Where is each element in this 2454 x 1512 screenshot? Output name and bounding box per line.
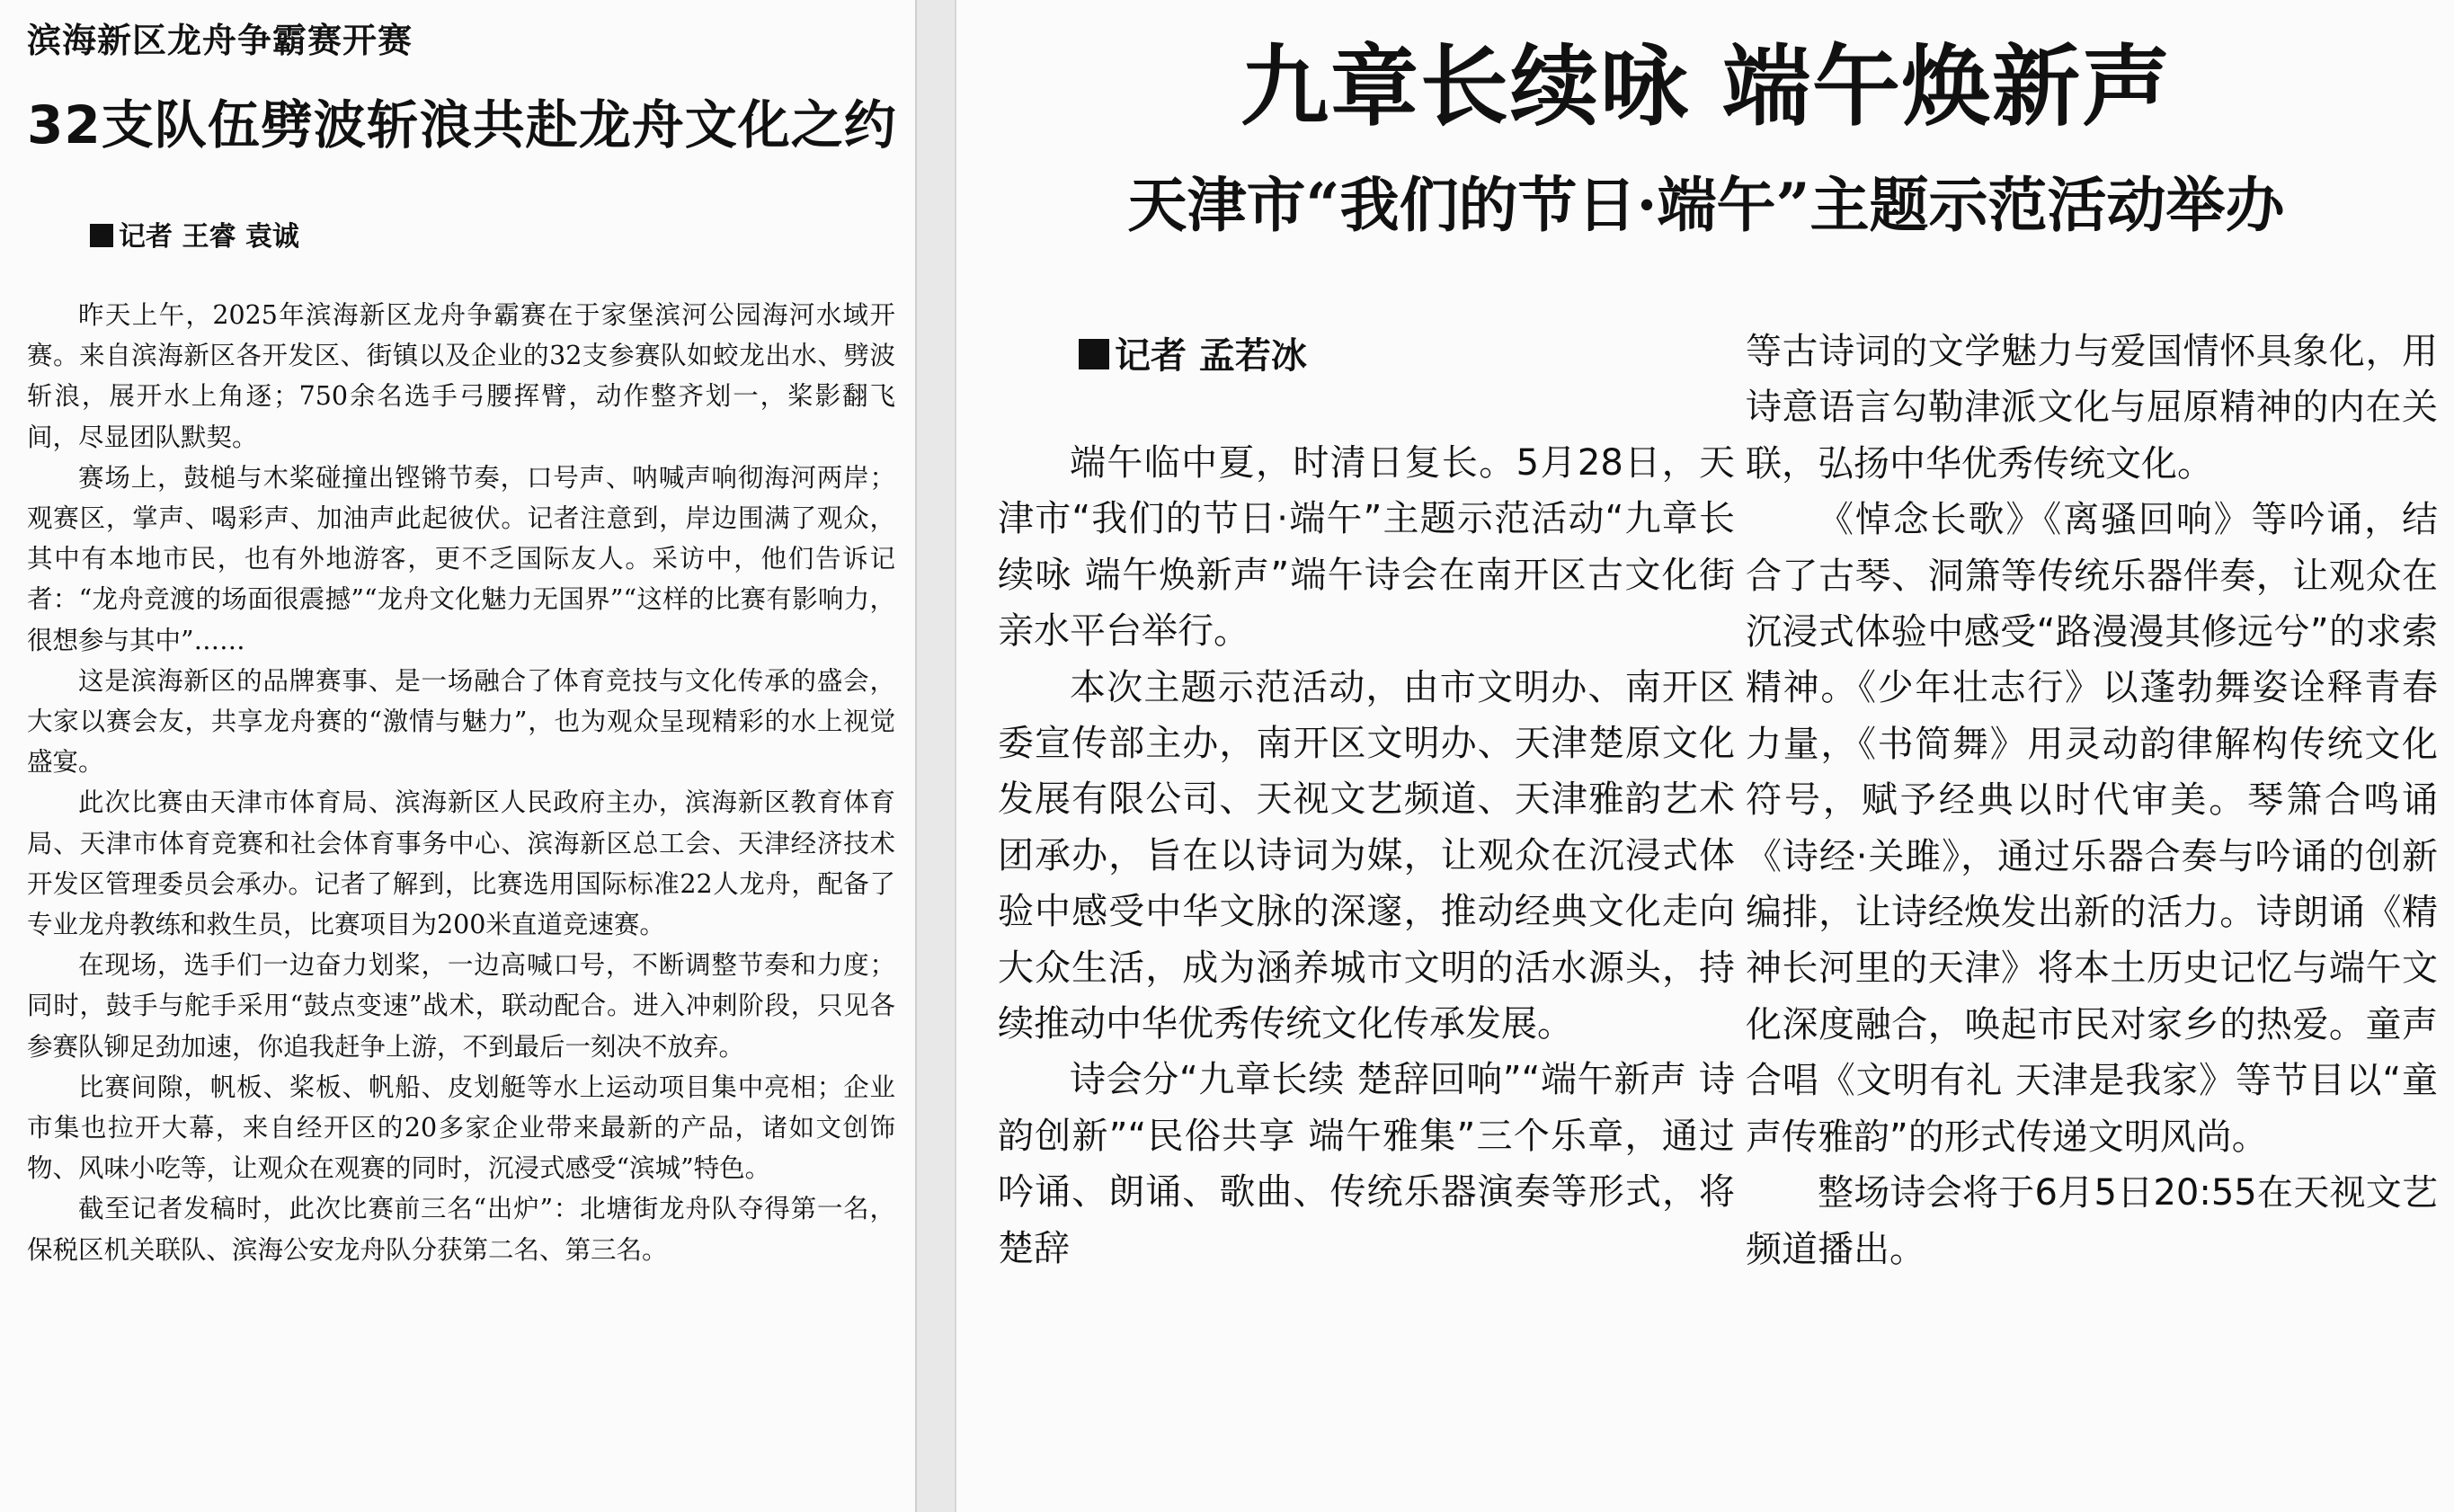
left-article-byline — [90, 214, 299, 253]
paragraph: 诗会分“九章长续 楚辞回响”“端午新声 诗韵创新”“民俗共享 端午雅集”三个乐章，通过吟诵、朗诵、歌曲、传统乐器演奏等形式，将楚辞 — [998, 1059, 1735, 1269]
left-byline-text: 记者 王睿 袁诚 — [119, 221, 299, 253]
paragraph: 本次主题示范活动，由市文明办、南开区委宣传部主办，南开区文明办、天津楚原文化发展有限公司、天视文艺频道、天津雅韵艺术团承办，旨在以诗词为媒，让观众在沉浸式体验中感受中华文脉的深邃，推动经典文化走向大众生活，成为涵养城市文明的活水源头，持续推动中华优秀传统文化传承发展。 — [998, 666, 1735, 1045]
paragraph: 在现场，选手们一边奋力划桨，一边高喊口号，不断调整节奏和力度；同时，鼓手与舵手采用“鼓点变速”战术，联动配合。进入冲刺阶段，只见各参赛队铆足劲加速，你追我赶争上游，不到最后一刻决不放弃。 — [27, 950, 895, 1062]
paragraph: 昨天上午，2025年滨海新区龙舟争霸赛在于家堡滨河公园海河水域开赛。来自滨海新区各开发区、街镇以及企业的32支参赛队如蛟龙出水、劈波斩浪，展开水上角逐；750余名选手弓腰挥臂，动作整齐划一，桨影翻飞间，尽显团队默契。 — [27, 300, 895, 452]
left-article-headline: 32支队伍劈波斩浪共赴龙舟文化之约 — [27, 94, 897, 156]
paragraph: 比赛间隙，帆板、桨板、帆船、皮划艇等水上运动项目集中亮相；企业市集也拉开大幕，来自经开区的20多家企业带来最新的产品，诸如文创饰物、风味小吃等，让观众在观赛的同时，沉浸式感受“滨城”特色。 — [27, 1072, 895, 1184]
byline-square-icon — [90, 224, 113, 247]
paragraph: 截至记者发稿时，此次比赛前三名“出炉”：北塘街龙舟队夺得第一名，保税区机关联队、滨海公安龙舟队分获第二名、第三名。 — [27, 1194, 895, 1265]
left-article-kicker: 滨海新区龙舟争霸赛开赛 — [27, 20, 413, 60]
right-article-column-b — [1746, 324, 2438, 1277]
paragraph-continuation: 等古诗词的文学魅力与爱国情怀具象化，用诗意语言勾勒津派文化与屈原精神的内在关联，弘扬中华优秀传统文化。 — [1746, 331, 2438, 485]
paragraph: 整场诗会将于6月5日20:55在天视文艺频道播出。 — [1746, 1172, 2438, 1270]
paragraph: 端午临中夏，时清日复长。5月28日，天津市“我们的节日·端午”主题示范活动“九章长续咏 端午焕新声”端午诗会在南开区古文化街亲水平台举行。 — [998, 442, 1735, 653]
byline-square-icon — [1079, 339, 1109, 369]
paragraph: 此次比赛由天津市体育局、滨海新区人民政府主办，滨海新区教育体育局、天津市体育竞赛和社会体育事务中心、滨海新区总工会、天津经济技术开发区管理委员会承办。记者了解到，比赛选用国际标准22人龙舟，配备了专业龙舟教练和救生员，比赛项目为200米直道竞速赛。 — [27, 787, 895, 940]
right-article-subheadline: 天津市“我们的节日·端午”主题示范活动举办 — [1127, 170, 2285, 240]
paragraph: 这是滨海新区的品牌赛事、是一场融合了体育竞技与文化传承的盛会，大家以赛会友，共享龙舟赛的“激情与魅力”，也为观众呈现精彩的水上视觉盛宴。 — [27, 665, 895, 778]
paragraph: 赛场上，鼓槌与木桨碰撞出铿锵节奏，口号声、呐喊声响彻海河两岸；观赛区，掌声、喝彩声、加油声此起彼伏。记者注意到，岸边围满了观众，其中有本地市民，也有外地游客，更不乏国际友人。采访中，他们告诉记者：“龙舟竞渡的场面很震撼”“龙舟文化魅力无国界”“这样的比赛有影响力，很想参与其中”…… — [27, 462, 895, 655]
right-article-column-a — [998, 435, 1735, 1276]
left-article-body — [27, 295, 895, 1270]
right-byline-text: 记者 孟若冰 — [1115, 335, 1307, 377]
paragraph: 《悼念长歌》《离骚回响》等吟诵，结合了古琴、洞箫等传统乐器伴奏，让观众在沉浸式体验中感受“路漫漫其修远兮”的求索精神。《少年壮志行》以蓬勃舞姿诠释青春力量，《书简舞》用灵动韵律解构传统文化符号，赋予经典以时代审美。琴箫合鸣诵《诗经·关雎》，通过乐器合奏与吟诵的创新编排，让诗经焕发出新的活力。诗朗诵《精神长河里的天津》将本土历史记忆与端午文化深度融合，唤起市民对家乡的热爱。童声合唱《文明有礼 天津是我家》等节目以“童声传雅韵”的形式传递文明风尚。 — [1746, 499, 2438, 1158]
left-news-clipping — [0, 0, 917, 1512]
right-article-headline: 九章长续咏 端午焕新声 — [1240, 36, 2173, 138]
right-article-byline — [1079, 327, 1307, 378]
right-news-clipping — [955, 0, 2454, 1512]
